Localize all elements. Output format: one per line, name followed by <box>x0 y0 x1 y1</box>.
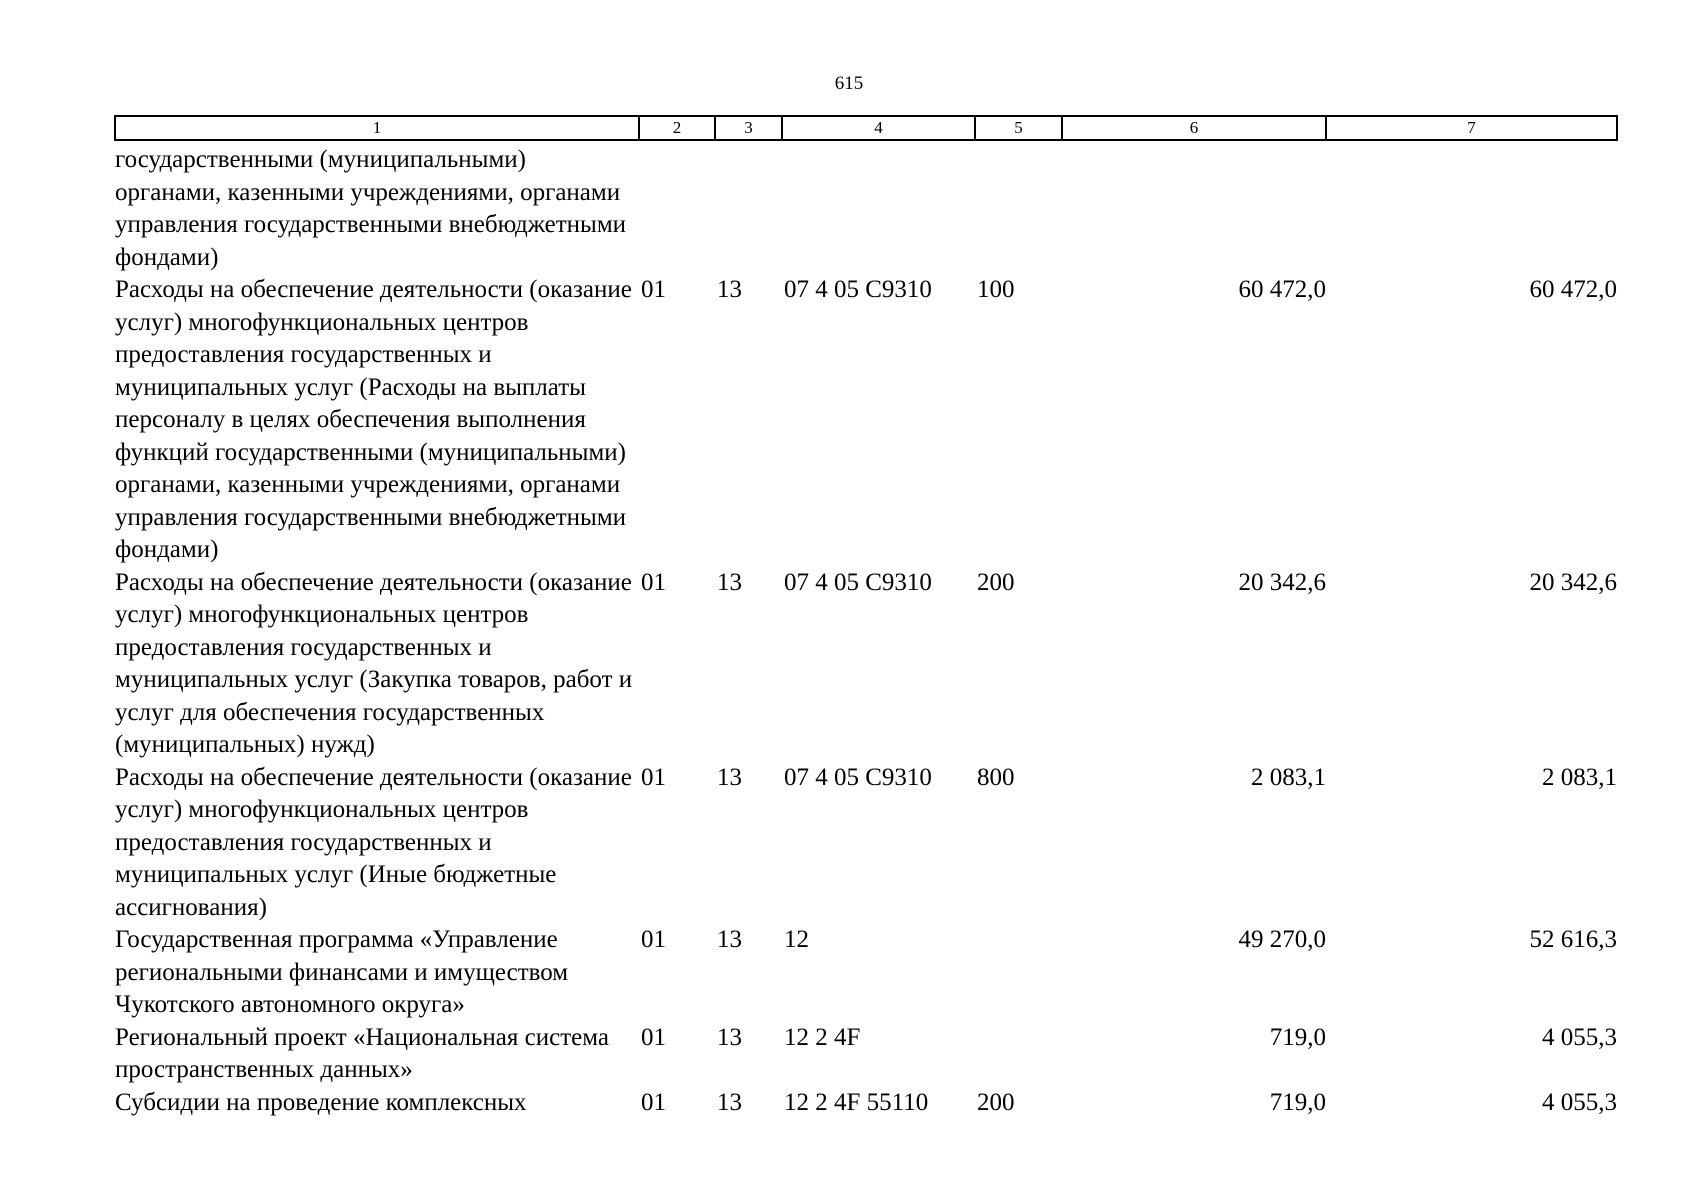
row-subsection: 13 <box>717 568 742 596</box>
row-name: Государственная программа «Управление региональными финансами и имуществом Чукотского автономного округа» <box>115 926 569 1018</box>
row-target-article: 12 2 4F <box>784 1023 861 1051</box>
row-amount-1: 60 472,0 <box>1238 276 1326 303</box>
row-amount-1: 719,0 <box>1269 1023 1326 1051</box>
row-name: Расходы на обеспечение деятельности (оказание услуг) многофункциональных центров предоставления государственных и муниципальных услуг (Закупка товаров, работ и услуг для обеспечения государственных (муниципальных) нужд) <box>115 568 633 758</box>
table-row <box>115 274 1617 567</box>
column-header-3: 3 <box>715 116 782 140</box>
row-expense-type <box>975 140 1062 274</box>
row-amount-1: 49 270,0 <box>1238 926 1326 953</box>
row-expense-type <box>975 924 1062 1022</box>
table-row <box>115 762 1617 925</box>
row-section: 01 <box>641 1088 666 1116</box>
row-name: Субсидии на проведение комплексных <box>115 1088 527 1116</box>
column-header-1: 1 <box>115 116 639 140</box>
row-amount-2: 4 055,3 <box>1542 1023 1617 1051</box>
row-amount-2 <box>1326 140 1617 274</box>
row-name: Региональный проект «Национальная система пространственных данных» <box>115 1023 609 1083</box>
row-section: 01 <box>641 276 666 303</box>
row-subsection <box>715 140 782 274</box>
table-row <box>115 140 1617 274</box>
row-expense-type <box>975 1022 1062 1087</box>
row-target-article: 07 4 05 С9310 <box>784 276 932 303</box>
row-expense-type: 200 <box>977 568 1015 596</box>
row-amount-1: 2 083,1 <box>1251 763 1326 791</box>
row-section: 01 <box>641 926 666 953</box>
row-amount-2: 4 055,3 <box>1542 1088 1617 1116</box>
column-header-7: 7 <box>1326 116 1617 140</box>
budget-table <box>114 115 1618 1119</box>
row-target-article <box>782 140 975 274</box>
row-amount-2: 60 472,0 <box>1529 276 1617 303</box>
row-amount-1: 20 342,6 <box>1238 568 1326 596</box>
row-subsection: 13 <box>717 276 742 303</box>
row-amount-1: 719,0 <box>1269 1088 1326 1116</box>
row-target-article: 12 2 4F 55110 <box>784 1088 929 1116</box>
row-section <box>639 140 715 274</box>
row-name: государственными (муниципальными) органами, казенными учреждениями, органами управления государственными внебюджетными фондами) <box>115 146 627 271</box>
table-row <box>115 567 1617 762</box>
row-expense-type: 200 <box>977 1088 1015 1116</box>
row-section: 01 <box>641 1023 666 1051</box>
row-subsection: 13 <box>717 1023 742 1051</box>
table-body <box>115 140 1617 1119</box>
table-row <box>115 1022 1617 1087</box>
row-name: Расходы на обеспечение деятельности (оказание услуг) многофункциональных центров предоставления государственных и муниципальных услуг (Расходы на выплаты персоналу в целях обеспечения выполнения функций государственными (муниципальными) органами, казенными учреждениями, органами управления государственными внебюджетными фондами) <box>115 276 632 563</box>
row-section: 01 <box>641 763 666 791</box>
row-amount-2: 20 342,6 <box>1529 568 1617 596</box>
row-target-article: 12 <box>784 926 809 953</box>
row-amount-1 <box>1062 140 1326 274</box>
table-header <box>115 116 1617 140</box>
row-subsection: 13 <box>717 1088 742 1116</box>
row-amount-2: 2 083,1 <box>1542 763 1617 791</box>
header-row <box>115 116 1617 140</box>
row-subsection: 13 <box>717 926 742 953</box>
row-amount-2: 52 616,3 <box>1529 926 1617 953</box>
column-header-2: 2 <box>639 116 715 140</box>
row-name: Расходы на обеспечение деятельности (оказание услуг) многофункциональных центров предоставления государственных и муниципальных услуг (Иные бюджетные ассигнования) <box>115 763 632 921</box>
row-section: 01 <box>641 568 666 596</box>
column-header-4: 4 <box>782 116 975 140</box>
row-target-article: 07 4 05 С9310 <box>784 568 932 596</box>
row-expense-type: 100 <box>977 276 1015 303</box>
table-row <box>115 1087 1617 1120</box>
table-row <box>115 924 1617 1022</box>
page-number: 615 <box>834 73 864 94</box>
budget-table-container <box>114 115 1616 1119</box>
column-header-5: 5 <box>975 116 1062 140</box>
column-header-6: 6 <box>1062 116 1326 140</box>
row-expense-type: 800 <box>977 763 1015 791</box>
row-subsection: 13 <box>717 763 742 791</box>
row-target-article: 07 4 05 С9310 <box>784 763 932 791</box>
